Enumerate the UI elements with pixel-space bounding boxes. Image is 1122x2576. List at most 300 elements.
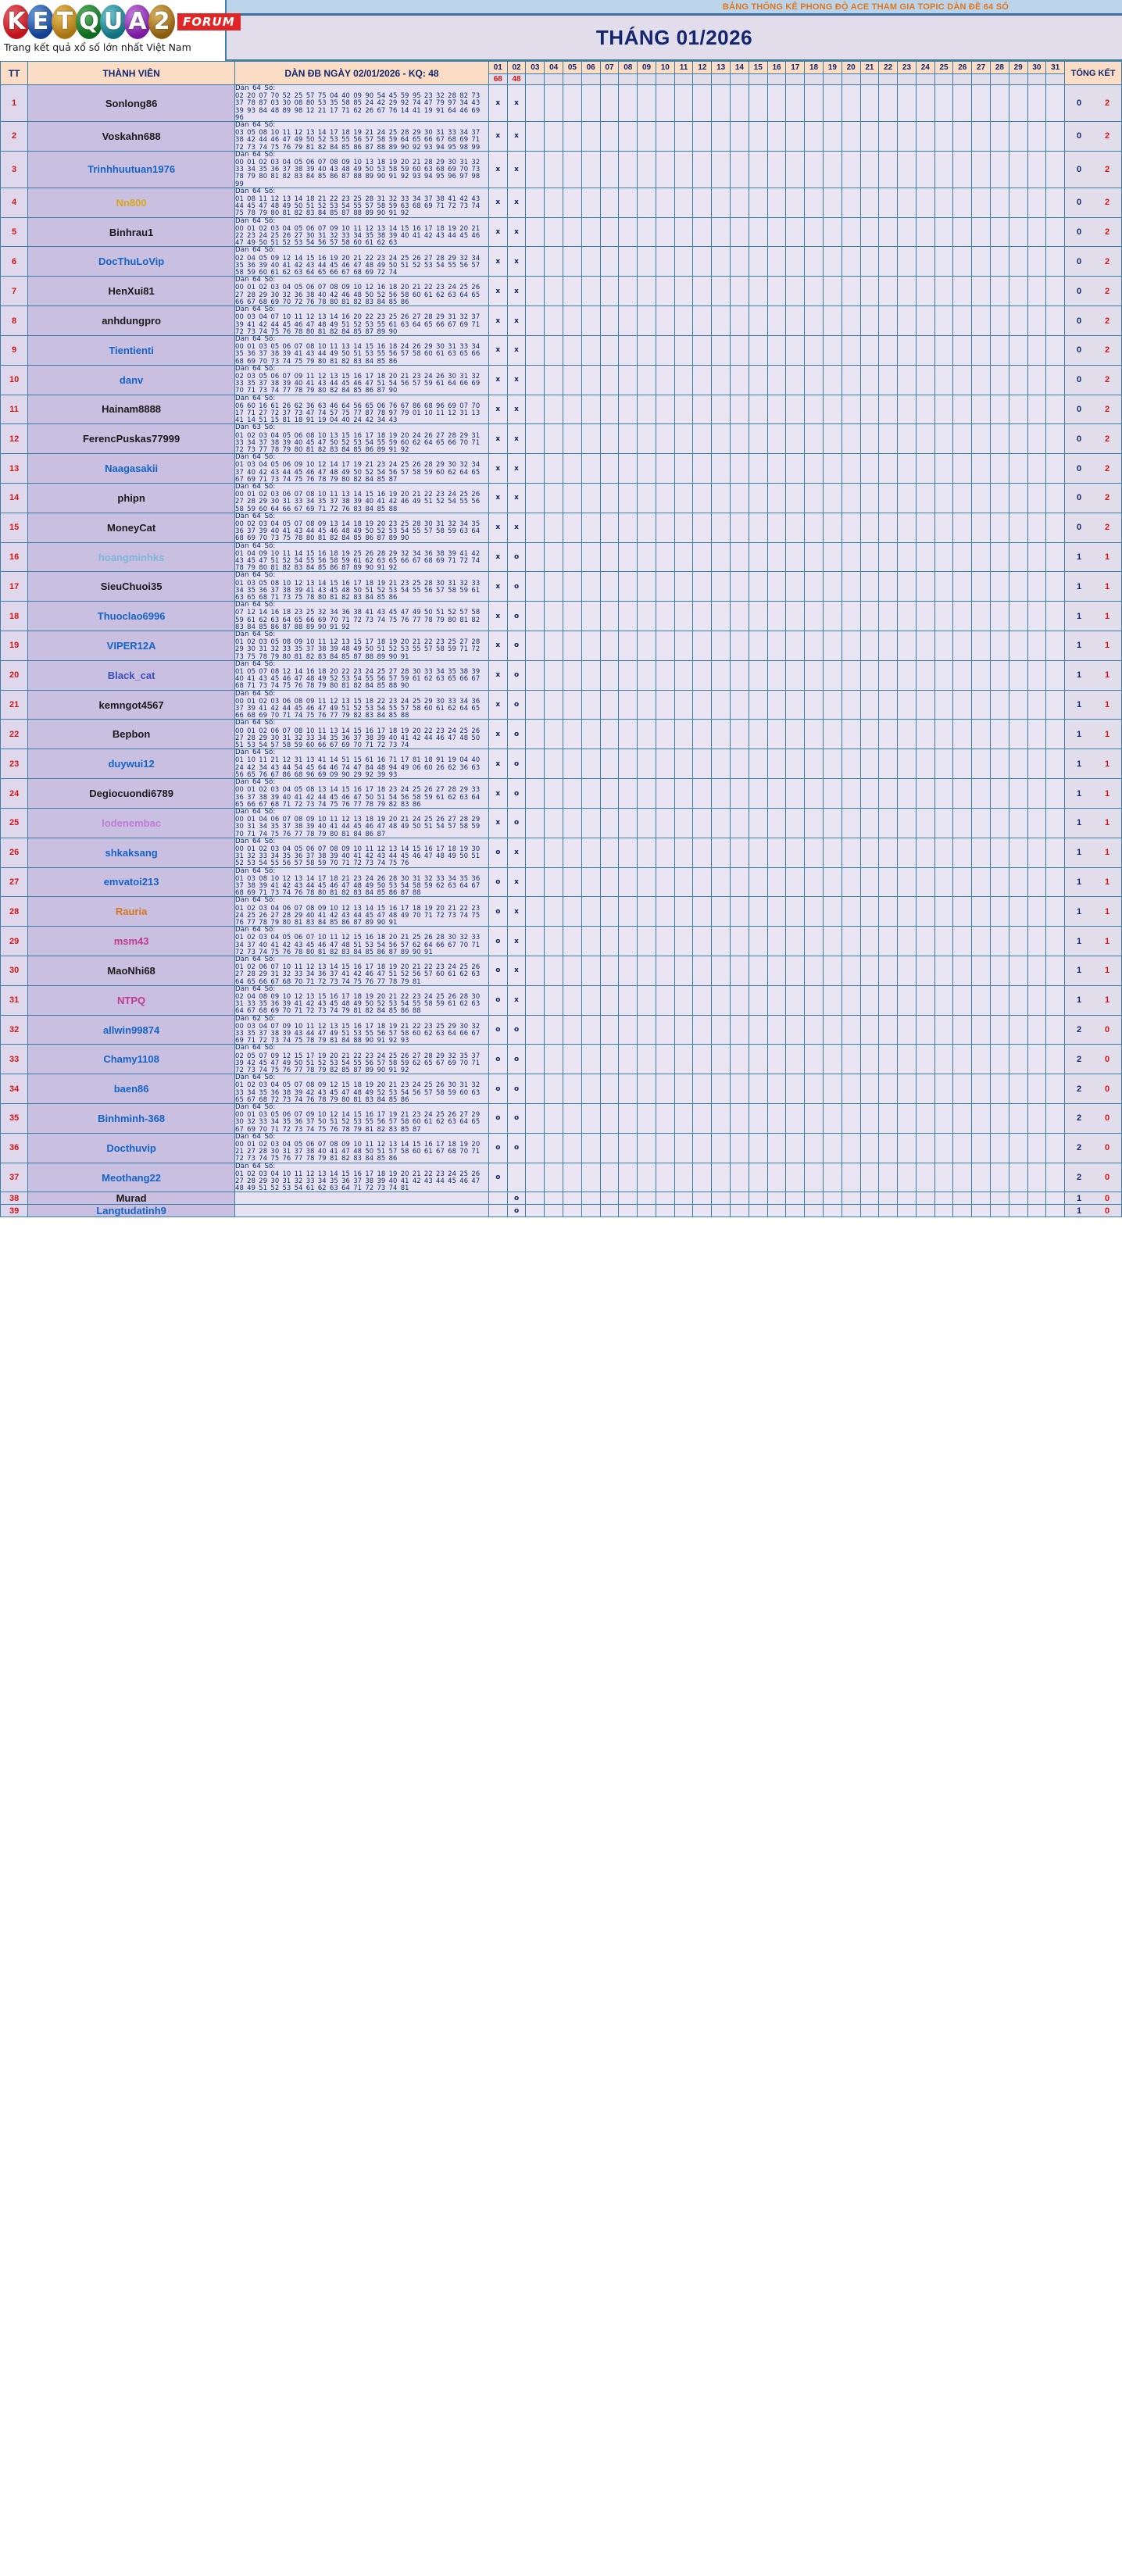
day-mark-20[interactable]: [842, 122, 860, 152]
day-mark-07[interactable]: [600, 985, 619, 1015]
day-mark-07[interactable]: [600, 867, 619, 897]
day-mark-10[interactable]: [656, 631, 674, 661]
day-mark-16[interactable]: [767, 542, 786, 572]
day-mark-26[interactable]: [953, 454, 972, 484]
day-mark-10[interactable]: [656, 542, 674, 572]
day-mark-04[interactable]: [545, 1074, 563, 1104]
day-mark-15[interactable]: [749, 424, 767, 454]
day-mark-14[interactable]: [731, 1205, 749, 1217]
day-mark-27[interactable]: [972, 749, 991, 779]
day-mark-20[interactable]: [842, 956, 860, 985]
day-mark-01[interactable]: o: [488, 1133, 507, 1163]
member-name[interactable]: Trinhhuutuan1976: [28, 151, 235, 188]
day-mark-30[interactable]: [1027, 1045, 1046, 1074]
day-mark-12[interactable]: [693, 690, 712, 720]
day-mark-28[interactable]: [990, 867, 1009, 897]
day-mark-11[interactable]: [674, 660, 693, 690]
table-row[interactable]: [1, 188, 1122, 217]
day-mark-27[interactable]: [972, 247, 991, 277]
day-mark-23[interactable]: [898, 483, 917, 513]
day-mark-09[interactable]: [638, 424, 656, 454]
day-mark-26[interactable]: [953, 838, 972, 867]
day-mark-11[interactable]: [674, 454, 693, 484]
day-mark-14[interactable]: [731, 306, 749, 336]
day-mark-19[interactable]: [823, 1163, 842, 1192]
day-mark-29[interactable]: [1009, 513, 1027, 542]
day-mark-15[interactable]: [749, 395, 767, 424]
day-mark-21[interactable]: [860, 1074, 879, 1104]
member-name[interactable]: MaoNhi68: [28, 956, 235, 985]
day-mark-04[interactable]: [545, 720, 563, 749]
day-mark-28[interactable]: [990, 897, 1009, 927]
day-mark-30[interactable]: [1027, 151, 1046, 188]
day-mark-21[interactable]: [860, 602, 879, 631]
day-mark-08[interactable]: [619, 602, 638, 631]
day-mark-01[interactable]: o: [488, 897, 507, 927]
day-mark-09[interactable]: [638, 897, 656, 927]
day-mark-09[interactable]: [638, 1045, 656, 1074]
day-mark-29[interactable]: [1009, 1015, 1027, 1045]
day-mark-13[interactable]: [712, 1163, 731, 1192]
day-mark-11[interactable]: [674, 927, 693, 956]
day-mark-05[interactable]: [563, 277, 582, 306]
day-mark-14[interactable]: [731, 483, 749, 513]
day-mark-28[interactable]: [990, 956, 1009, 985]
day-mark-11[interactable]: [674, 395, 693, 424]
day-mark-11[interactable]: [674, 838, 693, 867]
day-mark-03[interactable]: [526, 151, 545, 188]
day-mark-22[interactable]: [879, 1163, 898, 1192]
day-mark-21[interactable]: [860, 720, 879, 749]
day-mark-10[interactable]: [656, 395, 674, 424]
day-mark-26[interactable]: [953, 188, 972, 217]
day-mark-18[interactable]: [805, 602, 824, 631]
day-mark-15[interactable]: [749, 454, 767, 484]
day-mark-25[interactable]: [934, 956, 953, 985]
day-mark-16[interactable]: [767, 454, 786, 484]
day-mark-09[interactable]: [638, 1205, 656, 1217]
day-mark-20[interactable]: [842, 867, 860, 897]
member-name[interactable]: Thuoclao6996: [28, 602, 235, 631]
member-name[interactable]: allwin99874: [28, 1015, 235, 1045]
day-mark-02[interactable]: x: [507, 985, 526, 1015]
day-mark-12[interactable]: [693, 867, 712, 897]
day-mark-06[interactable]: [581, 897, 600, 927]
day-mark-29[interactable]: [1009, 335, 1027, 365]
day-mark-13[interactable]: [712, 1045, 731, 1074]
day-mark-29[interactable]: [1009, 542, 1027, 572]
day-mark-12[interactable]: [693, 424, 712, 454]
day-mark-01[interactable]: x: [488, 247, 507, 277]
day-mark-02[interactable]: x: [507, 838, 526, 867]
day-mark-06[interactable]: [581, 956, 600, 985]
day-mark-08[interactable]: [619, 779, 638, 809]
day-mark-01[interactable]: x: [488, 542, 507, 572]
table-row[interactable]: [1, 1074, 1122, 1104]
day-mark-23[interactable]: [898, 631, 917, 661]
day-mark-12[interactable]: [693, 122, 712, 152]
day-mark-31[interactable]: [1046, 690, 1065, 720]
day-mark-22[interactable]: [879, 151, 898, 188]
day-mark-03[interactable]: [526, 690, 545, 720]
day-mark-28[interactable]: [990, 631, 1009, 661]
day-mark-03[interactable]: [526, 1015, 545, 1045]
table-row[interactable]: [1, 247, 1122, 277]
day-mark-06[interactable]: [581, 483, 600, 513]
day-mark-03[interactable]: [526, 335, 545, 365]
day-mark-25[interactable]: [934, 85, 953, 122]
day-mark-18[interactable]: [805, 660, 824, 690]
day-mark-09[interactable]: [638, 151, 656, 188]
day-mark-22[interactable]: [879, 1205, 898, 1217]
day-mark-27[interactable]: [972, 1163, 991, 1192]
day-mark-16[interactable]: [767, 151, 786, 188]
day-mark-02[interactable]: o: [507, 660, 526, 690]
day-mark-09[interactable]: [638, 483, 656, 513]
day-mark-21[interactable]: [860, 1045, 879, 1074]
day-mark-18[interactable]: [805, 1015, 824, 1045]
day-mark-05[interactable]: [563, 335, 582, 365]
day-mark-01[interactable]: x: [488, 631, 507, 661]
day-mark-08[interactable]: [619, 867, 638, 897]
day-mark-14[interactable]: [731, 779, 749, 809]
day-mark-16[interactable]: [767, 306, 786, 336]
day-mark-13[interactable]: [712, 985, 731, 1015]
day-mark-27[interactable]: [972, 1015, 991, 1045]
day-mark-07[interactable]: [600, 1015, 619, 1045]
day-mark-22[interactable]: [879, 572, 898, 602]
day-mark-15[interactable]: [749, 335, 767, 365]
day-mark-17[interactable]: [786, 277, 805, 306]
day-mark-14[interactable]: [731, 247, 749, 277]
day-mark-24[interactable]: [916, 277, 934, 306]
day-mark-31[interactable]: [1046, 188, 1065, 217]
day-mark-01[interactable]: x: [488, 454, 507, 484]
day-mark-14[interactable]: [731, 1104, 749, 1134]
day-mark-15[interactable]: [749, 985, 767, 1015]
day-mark-03[interactable]: [526, 395, 545, 424]
day-mark-13[interactable]: [712, 335, 731, 365]
day-mark-25[interactable]: [934, 897, 953, 927]
day-mark-28[interactable]: [990, 602, 1009, 631]
day-mark-10[interactable]: [656, 85, 674, 122]
day-mark-25[interactable]: [934, 151, 953, 188]
day-mark-06[interactable]: [581, 720, 600, 749]
day-mark-27[interactable]: [972, 454, 991, 484]
day-mark-15[interactable]: [749, 1163, 767, 1192]
day-mark-21[interactable]: [860, 513, 879, 542]
day-mark-01[interactable]: x: [488, 122, 507, 152]
day-mark-08[interactable]: [619, 335, 638, 365]
day-mark-19[interactable]: [823, 483, 842, 513]
day-mark-23[interactable]: [898, 808, 917, 838]
day-mark-30[interactable]: [1027, 1133, 1046, 1163]
day-mark-26[interactable]: [953, 1133, 972, 1163]
day-mark-07[interactable]: [600, 1192, 619, 1205]
day-mark-02[interactable]: o: [507, 808, 526, 838]
day-mark-20[interactable]: [842, 365, 860, 395]
day-mark-13[interactable]: [712, 247, 731, 277]
day-mark-03[interactable]: [526, 542, 545, 572]
day-mark-19[interactable]: [823, 85, 842, 122]
day-mark-21[interactable]: [860, 188, 879, 217]
day-mark-16[interactable]: [767, 122, 786, 152]
day-mark-06[interactable]: [581, 779, 600, 809]
day-mark-15[interactable]: [749, 631, 767, 661]
day-mark-19[interactable]: [823, 808, 842, 838]
day-mark-17[interactable]: [786, 335, 805, 365]
day-mark-25[interactable]: [934, 277, 953, 306]
day-mark-04[interactable]: [545, 690, 563, 720]
day-mark-07[interactable]: [600, 1045, 619, 1074]
day-mark-08[interactable]: [619, 1192, 638, 1205]
day-mark-14[interactable]: [731, 1133, 749, 1163]
day-mark-05[interactable]: [563, 1015, 582, 1045]
day-mark-12[interactable]: [693, 1205, 712, 1217]
day-mark-05[interactable]: [563, 779, 582, 809]
day-mark-22[interactable]: [879, 602, 898, 631]
day-mark-04[interactable]: [545, 779, 563, 809]
day-mark-03[interactable]: [526, 85, 545, 122]
day-mark-29[interactable]: [1009, 956, 1027, 985]
day-mark-15[interactable]: [749, 1045, 767, 1074]
day-mark-04[interactable]: [545, 808, 563, 838]
day-mark-31[interactable]: [1046, 395, 1065, 424]
day-mark-16[interactable]: [767, 897, 786, 927]
day-mark-25[interactable]: [934, 247, 953, 277]
day-mark-28[interactable]: [990, 247, 1009, 277]
day-mark-10[interactable]: [656, 808, 674, 838]
day-mark-28[interactable]: [990, 85, 1009, 122]
day-mark-29[interactable]: [1009, 151, 1027, 188]
day-mark-17[interactable]: [786, 602, 805, 631]
day-mark-05[interactable]: [563, 1104, 582, 1134]
member-name[interactable]: kemngot4567: [28, 690, 235, 720]
day-mark-18[interactable]: [805, 1074, 824, 1104]
day-mark-10[interactable]: [656, 1163, 674, 1192]
day-mark-21[interactable]: [860, 122, 879, 152]
table-row[interactable]: [1, 217, 1122, 247]
day-mark-24[interactable]: [916, 1133, 934, 1163]
day-mark-11[interactable]: [674, 277, 693, 306]
table-row[interactable]: [1, 867, 1122, 897]
day-mark-20[interactable]: [842, 838, 860, 867]
day-mark-03[interactable]: [526, 365, 545, 395]
day-mark-02[interactable]: o: [507, 1104, 526, 1134]
day-mark-02[interactable]: x: [507, 306, 526, 336]
day-mark-23[interactable]: [898, 838, 917, 867]
day-mark-24[interactable]: [916, 1015, 934, 1045]
table-row[interactable]: [1, 85, 1122, 122]
day-mark-26[interactable]: [953, 572, 972, 602]
day-mark-16[interactable]: [767, 660, 786, 690]
day-mark-06[interactable]: [581, 1163, 600, 1192]
table-row[interactable]: [1, 365, 1122, 395]
day-mark-23[interactable]: [898, 956, 917, 985]
day-mark-16[interactable]: [767, 720, 786, 749]
day-mark-10[interactable]: [656, 572, 674, 602]
day-mark-21[interactable]: [860, 365, 879, 395]
day-mark-16[interactable]: [767, 867, 786, 897]
day-mark-24[interactable]: [916, 513, 934, 542]
day-mark-07[interactable]: [600, 1074, 619, 1104]
member-name[interactable]: SieuChuoi35: [28, 572, 235, 602]
day-mark-27[interactable]: [972, 122, 991, 152]
day-mark-31[interactable]: [1046, 365, 1065, 395]
day-mark-13[interactable]: [712, 365, 731, 395]
day-mark-23[interactable]: [898, 454, 917, 484]
day-mark-26[interactable]: [953, 1074, 972, 1104]
day-mark-02[interactable]: o: [507, 631, 526, 661]
day-mark-02[interactable]: x: [507, 867, 526, 897]
day-mark-03[interactable]: [526, 247, 545, 277]
day-mark-29[interactable]: [1009, 631, 1027, 661]
day-mark-08[interactable]: [619, 956, 638, 985]
day-mark-11[interactable]: [674, 122, 693, 152]
day-mark-28[interactable]: [990, 1074, 1009, 1104]
day-mark-27[interactable]: [972, 395, 991, 424]
day-mark-25[interactable]: [934, 749, 953, 779]
day-mark-24[interactable]: [916, 395, 934, 424]
day-mark-03[interactable]: [526, 720, 545, 749]
day-mark-18[interactable]: [805, 956, 824, 985]
day-mark-11[interactable]: [674, 151, 693, 188]
day-mark-14[interactable]: [731, 217, 749, 247]
day-mark-06[interactable]: [581, 1192, 600, 1205]
day-mark-27[interactable]: [972, 838, 991, 867]
member-name[interactable]: Bepbon: [28, 720, 235, 749]
day-mark-05[interactable]: [563, 542, 582, 572]
day-mark-15[interactable]: [749, 749, 767, 779]
day-mark-20[interactable]: [842, 1205, 860, 1217]
day-mark-14[interactable]: [731, 808, 749, 838]
day-mark-30[interactable]: [1027, 483, 1046, 513]
day-mark-16[interactable]: [767, 85, 786, 122]
day-mark-27[interactable]: [972, 513, 991, 542]
day-mark-27[interactable]: [972, 335, 991, 365]
table-row[interactable]: [1, 306, 1122, 336]
day-mark-20[interactable]: [842, 217, 860, 247]
day-mark-08[interactable]: [619, 927, 638, 956]
day-mark-07[interactable]: [600, 1205, 619, 1217]
day-mark-18[interactable]: [805, 542, 824, 572]
day-mark-25[interactable]: [934, 720, 953, 749]
day-mark-07[interactable]: [600, 483, 619, 513]
day-mark-31[interactable]: [1046, 247, 1065, 277]
day-mark-11[interactable]: [674, 513, 693, 542]
table-row[interactable]: [1, 122, 1122, 152]
day-mark-30[interactable]: [1027, 867, 1046, 897]
day-mark-03[interactable]: [526, 838, 545, 867]
day-mark-10[interactable]: [656, 690, 674, 720]
day-mark-20[interactable]: [842, 572, 860, 602]
day-mark-31[interactable]: [1046, 85, 1065, 122]
day-mark-27[interactable]: [972, 927, 991, 956]
day-mark-05[interactable]: [563, 838, 582, 867]
day-mark-26[interactable]: [953, 660, 972, 690]
day-mark-31[interactable]: [1046, 572, 1065, 602]
day-mark-12[interactable]: [693, 1133, 712, 1163]
table-row[interactable]: [1, 956, 1122, 985]
day-mark-09[interactable]: [638, 572, 656, 602]
day-mark-03[interactable]: [526, 985, 545, 1015]
day-mark-07[interactable]: [600, 306, 619, 336]
day-mark-26[interactable]: [953, 867, 972, 897]
day-mark-13[interactable]: [712, 188, 731, 217]
day-mark-12[interactable]: [693, 660, 712, 690]
day-mark-01[interactable]: x: [488, 749, 507, 779]
day-mark-04[interactable]: [545, 277, 563, 306]
day-mark-11[interactable]: [674, 572, 693, 602]
day-mark-22[interactable]: [879, 217, 898, 247]
day-mark-18[interactable]: [805, 247, 824, 277]
day-mark-20[interactable]: [842, 1133, 860, 1163]
day-mark-21[interactable]: [860, 749, 879, 779]
day-mark-08[interactable]: [619, 1104, 638, 1134]
day-mark-18[interactable]: [805, 572, 824, 602]
day-mark-13[interactable]: [712, 749, 731, 779]
day-mark-01[interactable]: o: [488, 1015, 507, 1045]
day-mark-27[interactable]: [972, 188, 991, 217]
day-mark-26[interactable]: [953, 247, 972, 277]
day-mark-21[interactable]: [860, 956, 879, 985]
day-mark-14[interactable]: [731, 1074, 749, 1104]
day-mark-11[interactable]: [674, 602, 693, 631]
day-mark-23[interactable]: [898, 151, 917, 188]
day-mark-09[interactable]: [638, 1133, 656, 1163]
day-mark-18[interactable]: [805, 395, 824, 424]
day-mark-23[interactable]: [898, 188, 917, 217]
day-mark-04[interactable]: [545, 602, 563, 631]
day-mark-03[interactable]: [526, 483, 545, 513]
day-mark-21[interactable]: [860, 424, 879, 454]
day-mark-13[interactable]: [712, 720, 731, 749]
day-mark-20[interactable]: [842, 660, 860, 690]
day-mark-04[interactable]: [545, 542, 563, 572]
day-mark-24[interactable]: [916, 1192, 934, 1205]
day-mark-31[interactable]: [1046, 1104, 1065, 1134]
day-mark-28[interactable]: [990, 188, 1009, 217]
member-name[interactable]: danv: [28, 365, 235, 395]
day-mark-19[interactable]: [823, 1133, 842, 1163]
day-mark-01[interactable]: o: [488, 985, 507, 1015]
day-mark-07[interactable]: [600, 247, 619, 277]
day-mark-28[interactable]: [990, 1104, 1009, 1134]
day-mark-03[interactable]: [526, 572, 545, 602]
day-mark-21[interactable]: [860, 985, 879, 1015]
day-mark-24[interactable]: [916, 956, 934, 985]
day-mark-02[interactable]: o: [507, 690, 526, 720]
day-mark-08[interactable]: [619, 395, 638, 424]
day-mark-31[interactable]: [1046, 217, 1065, 247]
day-mark-24[interactable]: [916, 424, 934, 454]
day-mark-16[interactable]: [767, 1163, 786, 1192]
day-mark-21[interactable]: [860, 335, 879, 365]
table-row[interactable]: [1, 335, 1122, 365]
day-mark-19[interactable]: [823, 927, 842, 956]
day-mark-15[interactable]: [749, 779, 767, 809]
day-mark-18[interactable]: [805, 867, 824, 897]
day-mark-30[interactable]: [1027, 542, 1046, 572]
day-mark-31[interactable]: [1046, 720, 1065, 749]
day-mark-28[interactable]: [990, 690, 1009, 720]
day-mark-28[interactable]: [990, 122, 1009, 152]
day-mark-22[interactable]: [879, 779, 898, 809]
day-mark-21[interactable]: [860, 542, 879, 572]
day-mark-13[interactable]: [712, 424, 731, 454]
day-mark-04[interactable]: [545, 217, 563, 247]
day-mark-28[interactable]: [990, 513, 1009, 542]
